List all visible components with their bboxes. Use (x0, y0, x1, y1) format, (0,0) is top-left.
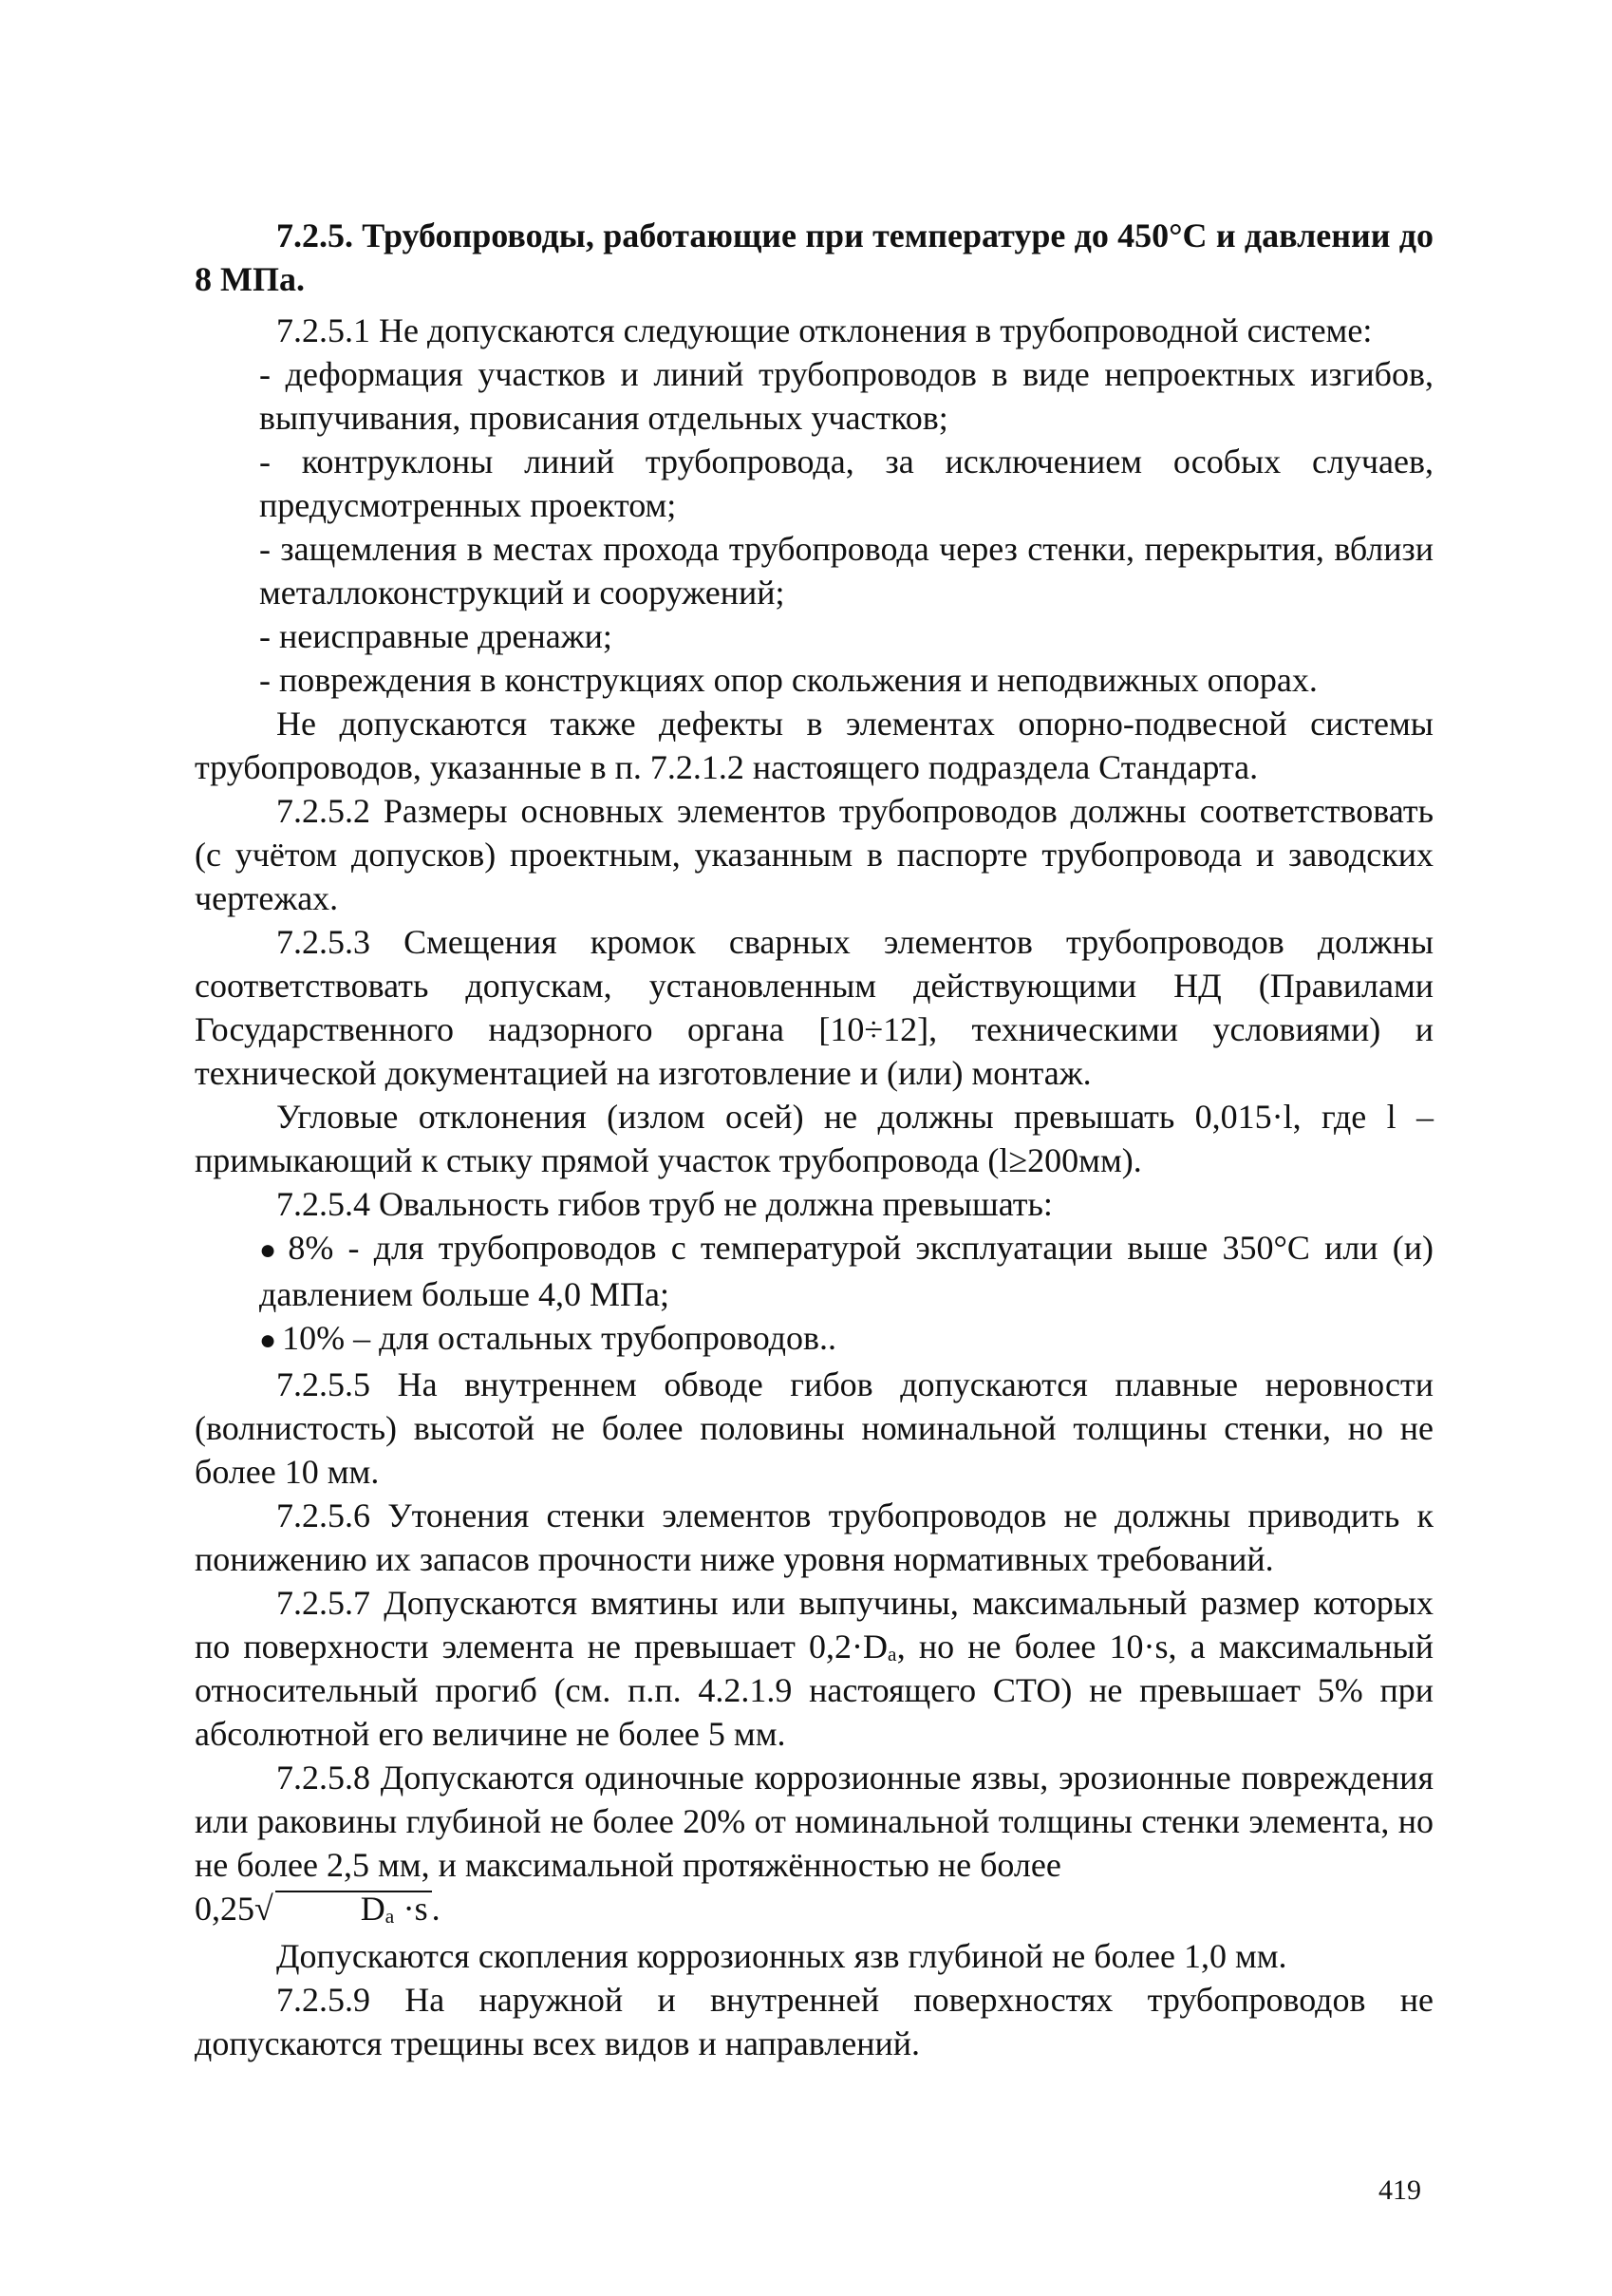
paragraph-7-2-5-4: 7.2.5.4 Овальность гибов труб не должна превышать: (276, 1185, 1053, 1223)
list-item: - неисправные дренажи; (259, 617, 612, 655)
list-item: - контруклоны линий трубопровода, за исключением особых случаев, предусмотренных проектом; (259, 442, 1434, 524)
formula-coefficient: 0,25 (195, 1890, 254, 1928)
formula: 0,25√ Dₐ ·s . (195, 1890, 440, 1928)
paragraph-cluster: Допускаются скопления коррозионных язв глубиной не более 1,0 мм. (276, 1937, 1287, 1975)
list-item: - деформация участков и линий трубопроводов в виде непроектных изгибов, выпучивания, провисания отдельных участков; (259, 355, 1434, 437)
bullet-item (195, 1226, 1434, 1316)
list-item: - повреждения в конструкциях опор скольжения и неподвижных опорах. (259, 661, 1318, 699)
paragraph-7-2-5-9: 7.2.5.9 На наружной и внутренней поверхностях трубопроводов не допускаются трещины всех видов и направлений. (195, 1981, 1434, 2062)
bullet-text: 10% – для остальных трубопроводов.. (282, 1319, 836, 1357)
bullet-text: 8% - для трубопроводов с температурой эксплуатации выше 350°С или (и) давлением больше 4,0 МПа; (259, 1229, 1434, 1313)
formula-end: . (431, 1890, 440, 1928)
page-number: 419 (1378, 2174, 1421, 2206)
section-heading: 7.2.5. Трубопроводы, работающие при температуре до 450°С и давлении до 8 МПа. (195, 216, 1434, 298)
paragraph-7-2-5-5: 7.2.5.5 На внутреннем обводе гибов допускаются плавные неровности (волнистость) высотой не более половины номинальной толщины стенки, но не более 10 мм. (195, 1365, 1434, 1491)
paragraph-angle-deviation: Угловые отклонения (излом осей) не должны превышать 0,015·l, где l – примыкающий к стыку прямой участок трубопровода (l≥200мм). (195, 1098, 1434, 1179)
paragraph-7-2-5-3: 7.2.5.3 Смещения кромок сварных элементов трубопроводов должны соответствовать допускам, установленным действующими НД (Правилами Государственного надзорного органа [10÷12], техническими условиями) и технической документацией на изготовление и (или) монтаж. (195, 923, 1434, 1092)
paragraph-7-2-5-8 (195, 1756, 1434, 1930)
document-page (195, 214, 1434, 2065)
formula-radicand: Dₐ ·s (275, 1891, 432, 1925)
paragraph-note: Не допускаются также дефекты в элементах опорно-подвесной системы трубопроводов, указанные в п. 7.2.1.2 настоящего подраздела Стандарта. (195, 705, 1434, 786)
paragraph-text: 7.2.5.8 Допускаются одиночные коррозионные язвы, эрозионные повреждения или раковины глубиной не более 20% от номинальной толщины стенки элемента, но не более 2,5 мм, и максимальной протяжённостью не более (195, 1759, 1434, 1884)
paragraph-7-2-5-2: 7.2.5.2 Размеры основных элементов трубопроводов должны соответствовать (с учётом допусков) проектным, указанным в паспорте трубопровода и заводских чертежах. (195, 792, 1434, 917)
paragraph-7-2-5-7: 7.2.5.7 Допускаются вмятины или выпучины, максимальный размер которых по поверхности элемента не превышает 0,2·Dₐ, но не более 10·s, а максимальный относительный прогиб (см. п.п. 4.2.1.9 настоящего СТО) не превышает 5% при абсолютной его величине не более 5 мм. (195, 1584, 1434, 1753)
paragraph-7-2-5-6: 7.2.5.6 Утонения стенки элементов трубопроводов не должны приводить к понижению их запасов прочности ниже уровня нормативных требований. (195, 1496, 1434, 1578)
bullet-icon: ● (259, 1234, 283, 1266)
list-item: - защемления в местах прохода трубопровода через стенки, перекрытия, вблизи металлоконструкций и сооружений; (259, 530, 1434, 612)
paragraph-7-2-5-1: 7.2.5.1 Не допускаются следующие отклонения в трубопроводной системе: (276, 311, 1373, 349)
bullet-icon: ● (259, 1325, 277, 1356)
bullet-item (195, 1316, 1434, 1363)
